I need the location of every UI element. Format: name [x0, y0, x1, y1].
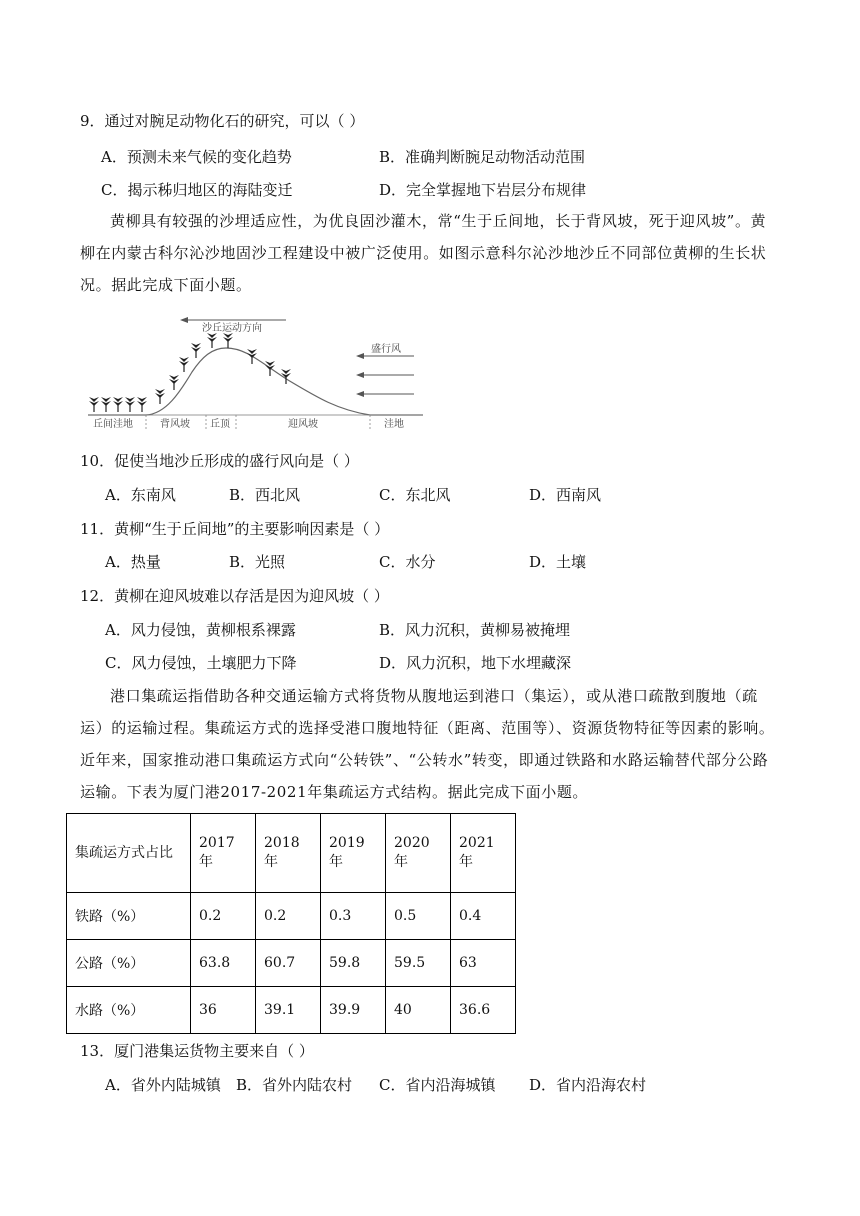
table-cell: 40 [386, 987, 451, 1034]
table-cell: 36.6 [451, 987, 516, 1034]
table-header-cell: 2020年 [386, 814, 451, 893]
table-header-cell: 2019年 [321, 814, 386, 893]
table-cell: 0.2 [256, 893, 321, 940]
q10-option-d: D．西南风 [529, 486, 602, 504]
dune-profile [88, 348, 423, 415]
zone-label-lowland: 洼地 [384, 419, 404, 430]
table-cell: 0.3 [321, 893, 386, 940]
table-cell: 63.8 [191, 940, 256, 987]
q9-option-a: A．预测未来气候的变化趋势 [101, 148, 292, 166]
table-header-cell: 2021年 [451, 814, 516, 893]
question-10-stem: 10．促使当地沙丘形成的盛行风向是（ ） [80, 452, 359, 470]
table-cell: 铁路（%） [67, 893, 191, 940]
table-header-row [67, 814, 516, 893]
dune-diagram [88, 312, 423, 434]
table-cell: 39.9 [321, 987, 386, 1034]
table-cell: 63 [451, 940, 516, 987]
table-header-cell: 集疏运方式占比 [67, 814, 191, 893]
q12-option-a: A．风力侵蚀，黄柳根系裸露 [105, 621, 296, 639]
q10-option-b: B．西北风 [229, 486, 301, 504]
question-9-stem: 9．通过对腕足动物化石的研究，可以（ ） [80, 112, 365, 130]
port-transport-table [66, 813, 516, 1034]
q13-option-d: D．省内沿海农村 [529, 1076, 647, 1094]
passage-huangliu: 黄柳具有较强的沙埋适应性，为优良固沙灌木，常“生于丘间地，长于背风坡，死于迎风坡”。黄柳在内蒙古科尔沁沙地固沙工程建设中被广泛使用。如图示意科尔沁沙地沙丘不同部位黄柳的生长状况。据此完成下面小题。 [80, 212, 767, 294]
table-row [67, 987, 516, 1034]
q9-option-d: D．完全掌握地下岩层分布规律 [379, 181, 587, 199]
table-cell: 60.7 [256, 940, 321, 987]
table-cell: 59.8 [321, 940, 386, 987]
table-row [67, 893, 516, 940]
table-cell: 公路（%） [67, 940, 191, 987]
q11-option-a: A．热量 [105, 553, 161, 571]
zone-label-leeward: 背风坡 [160, 419, 190, 430]
q11-option-b: B．光照 [229, 553, 286, 571]
q10-option-a: A．东南风 [105, 486, 176, 504]
q9-option-b: B．准确判断腕足动物活动范围 [379, 148, 586, 166]
table-cell: 59.5 [386, 940, 451, 987]
q12-option-d: D．风力沉积，地下水埋藏深 [379, 654, 572, 672]
zone-label-windward: 迎风坡 [288, 419, 318, 430]
table-cell: 0.4 [451, 893, 516, 940]
q12-option-b: B．风力沉积，黄柳易被掩埋 [379, 621, 571, 639]
dune-direction-label: 沙丘运动方向 [202, 323, 262, 334]
table-cell: 39.1 [256, 987, 321, 1034]
q12-option-c: C．风力侵蚀，土壤肥力下降 [105, 654, 297, 672]
passage-port-transport: 港口集疏运指借助各种交通运输方式将货物从腹地运到港口（集运），或从港口疏散到腹地（疏运）的运输过程。集疏运方式的选择受港口腹地特征（距离、范围等）、资源货物特征等因素的影响。近年来，国家推动港口集疏运方式向“公转铁”、“公转水”转变，即通过铁路和水路运输替代部分公路运输。下表为厦门港2017-2021年集疏运方式结构。据此完成下面小题。 [80, 687, 775, 801]
table-header-cell: 2018年 [256, 814, 321, 893]
table-cell: 水路（%） [67, 987, 191, 1034]
question-12-stem: 12．黄柳在迎风坡难以存活是因为迎风坡（ ） [80, 587, 389, 605]
wind-label: 盛行风 [371, 344, 401, 355]
q11-option-c: C．水分 [379, 553, 436, 571]
table-cell: 0.5 [386, 893, 451, 940]
question-11-stem: 11．黄柳“生于丘间地”的主要影响因素是（ ） [80, 520, 390, 538]
q13-option-b: B．省外内陆农村 [236, 1076, 353, 1094]
table-cell: 0.2 [191, 893, 256, 940]
zone-label-interdune: 丘间洼地 [93, 419, 133, 430]
q13-option-a: A．省外内陆城镇 [105, 1076, 221, 1094]
wind-arrows [356, 353, 414, 397]
shrub-icons [89, 333, 291, 412]
table-header-cell: 2017年 [191, 814, 256, 893]
q10-option-c: C．东北风 [379, 486, 451, 504]
question-13-stem: 13．厦门港集运货物主要来自（ ） [80, 1042, 314, 1060]
q13-option-c: C．省内沿海城镇 [379, 1076, 496, 1094]
q9-option-c: C．揭示秭归地区的海陆变迁 [101, 181, 293, 199]
q11-option-d: D．土壤 [529, 553, 587, 571]
table-row [67, 940, 516, 987]
zone-label-crest: 丘顶 [210, 419, 230, 430]
table-cell: 36 [191, 987, 256, 1034]
